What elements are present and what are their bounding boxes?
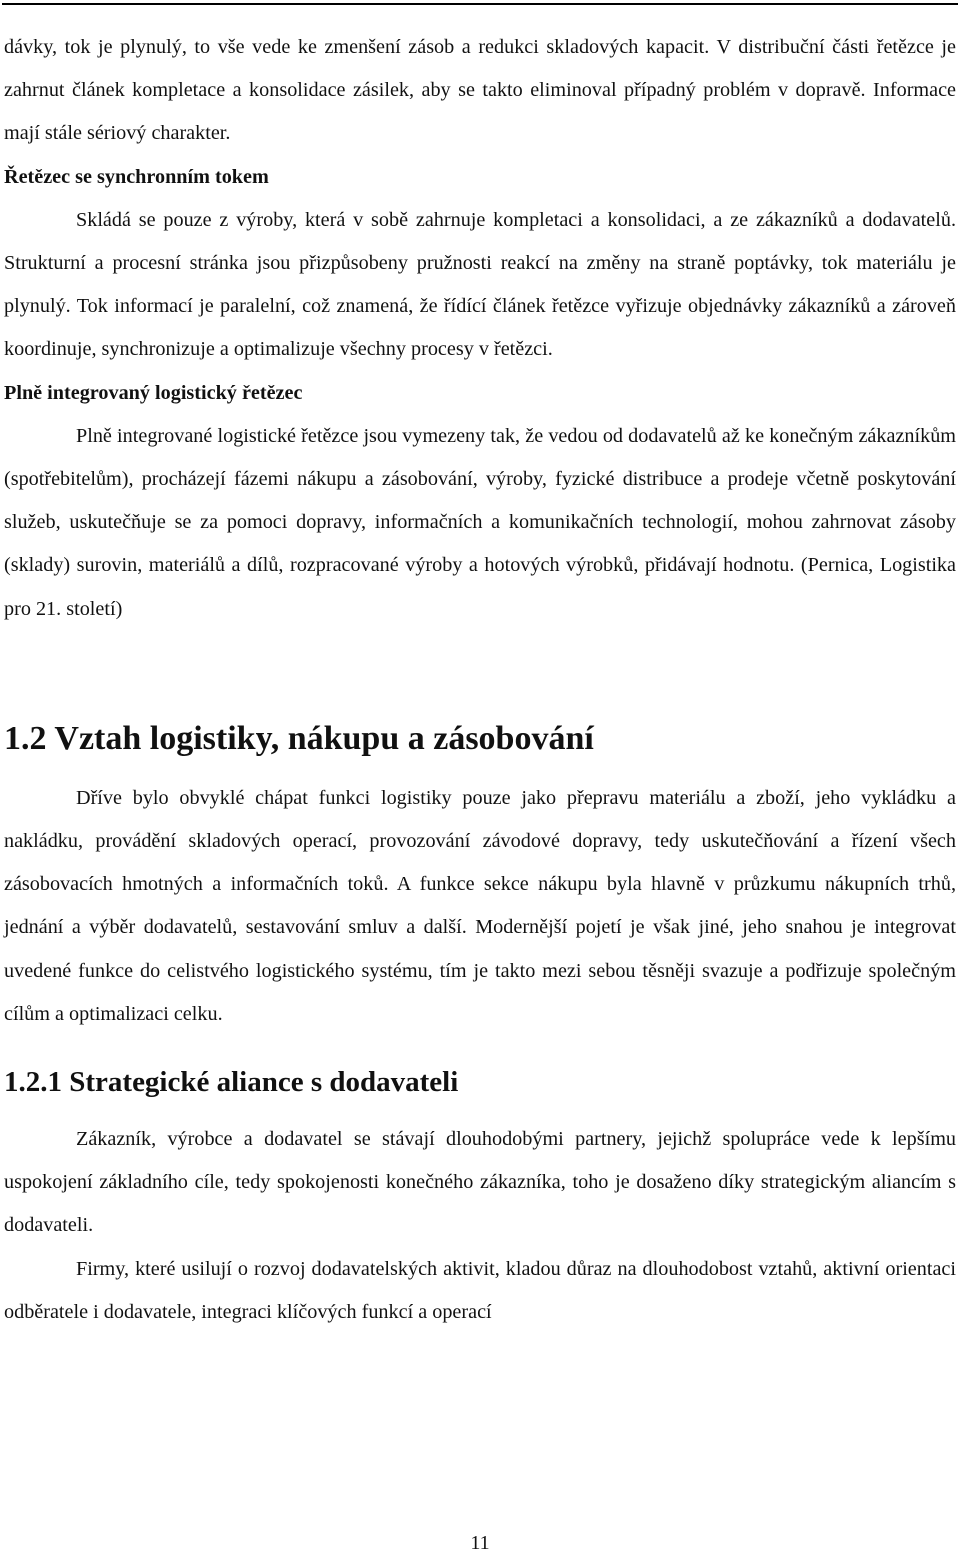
paragraph-synchronous-chain: Skládá se pouze z výroby, která v sobě zahrnuje kompletaci a konsolidaci, a ze zákazníků a dodavatelů. Strukturní a procesní stránka jsou přizpůsobeny pružnosti reakcí na změny na straně poptávky, tok materiálu je plynulý. Tok informací je paralelní, což znamená, že řídící článek řetězce vyřizuje objednávky zákazníků a zároveň koordinuje, synchronizuje a optimalizuje všechny procesy v řetězci. <box>4 208 956 361</box>
subheading-synchronous-chain: Řetězec se synchronním tokem <box>4 165 269 188</box>
page-number: 11 <box>470 1532 490 1554</box>
paragraph-section-1-2-1-a: Zákazník, výrobce a dodavatel se stávají dlouhodobými partnery, jejichž spolupráce vede k lepšímu uspokojení základního cíle, tedy spokojenosti konečného zákazníka, toho je dosaženo díky strategickým aliancím s dodavateli. <box>4 1128 956 1237</box>
section-heading-1-2-1: 1.2.1 Strategické aliance s dodavateli <box>4 1066 459 1099</box>
paragraph-section-1-2-1-b: Firmy, které usilují o rozvoj dodavatelských aktivit, kladou důraz na dlouhodobost vztahů, aktivní orientaci odběratele i dodavatele, integraci klíčových funkcí a operací <box>4 1257 956 1323</box>
top-rule <box>2 3 958 5</box>
paragraph-section-1-2: Dříve bylo obvyklé chápat funkci logistiky pouze jako přepravu materiálu a zboží, jeho vykládku a nakládku, provádění skladových operací, provozování závodové dopravy, tedy uskutečňování a řízení všech zásobovacích hmotných a informačních toků. A funkce sekce nákupu byla hlavně v průzkumu nákupních trhů, jednání a výběr dodavatelů, sestavování smluv a další. Modernější pojetí je však jiné, jeho snahou je integrovat uvedené funkce do celistvého logistického systému, tím je takto mezi sebou těsněji svazuje a podřizuje společným cílům a optimalizaci celku. <box>4 786 956 1025</box>
section-heading-1-2: 1.2 Vztah logistiky, nákupu a zásobování <box>4 719 594 757</box>
document-page <box>4 26 956 1334</box>
paragraph-integrated-chain: Plně integrované logistické řetězce jsou vymezeny tak, že vedou od dodavatelů až ke konečným zákazníkům (spotřebitelům), procházejí fázemi nákupu a zásobování, výroby, fyzické distribuce a prodeje včetně poskytování služeb, uskutečňuje se za pomoci dopravy, informačních a komunikačních technologií, mohou zahrnovat zásoby (sklady) surovin, materiálů a dílů, rozpracované výroby a hotových výrobků, přidávají hodnotu. (Pernica, Logistika pro 21. století) <box>4 424 956 620</box>
subheading-integrated-chain: Plně integrovaný logistický řetězec <box>4 381 303 404</box>
paragraph-intro: dávky, tok je plynulý, to vše vede ke zmenšení zásob a redukci skladových kapacit. V distribuční části řetězce je zahrnut článek kompletace a konsolidace zásilek, aby se takto eliminoval případný problém v dopravě. Informace mají stále sériový charakter. <box>4 36 956 145</box>
